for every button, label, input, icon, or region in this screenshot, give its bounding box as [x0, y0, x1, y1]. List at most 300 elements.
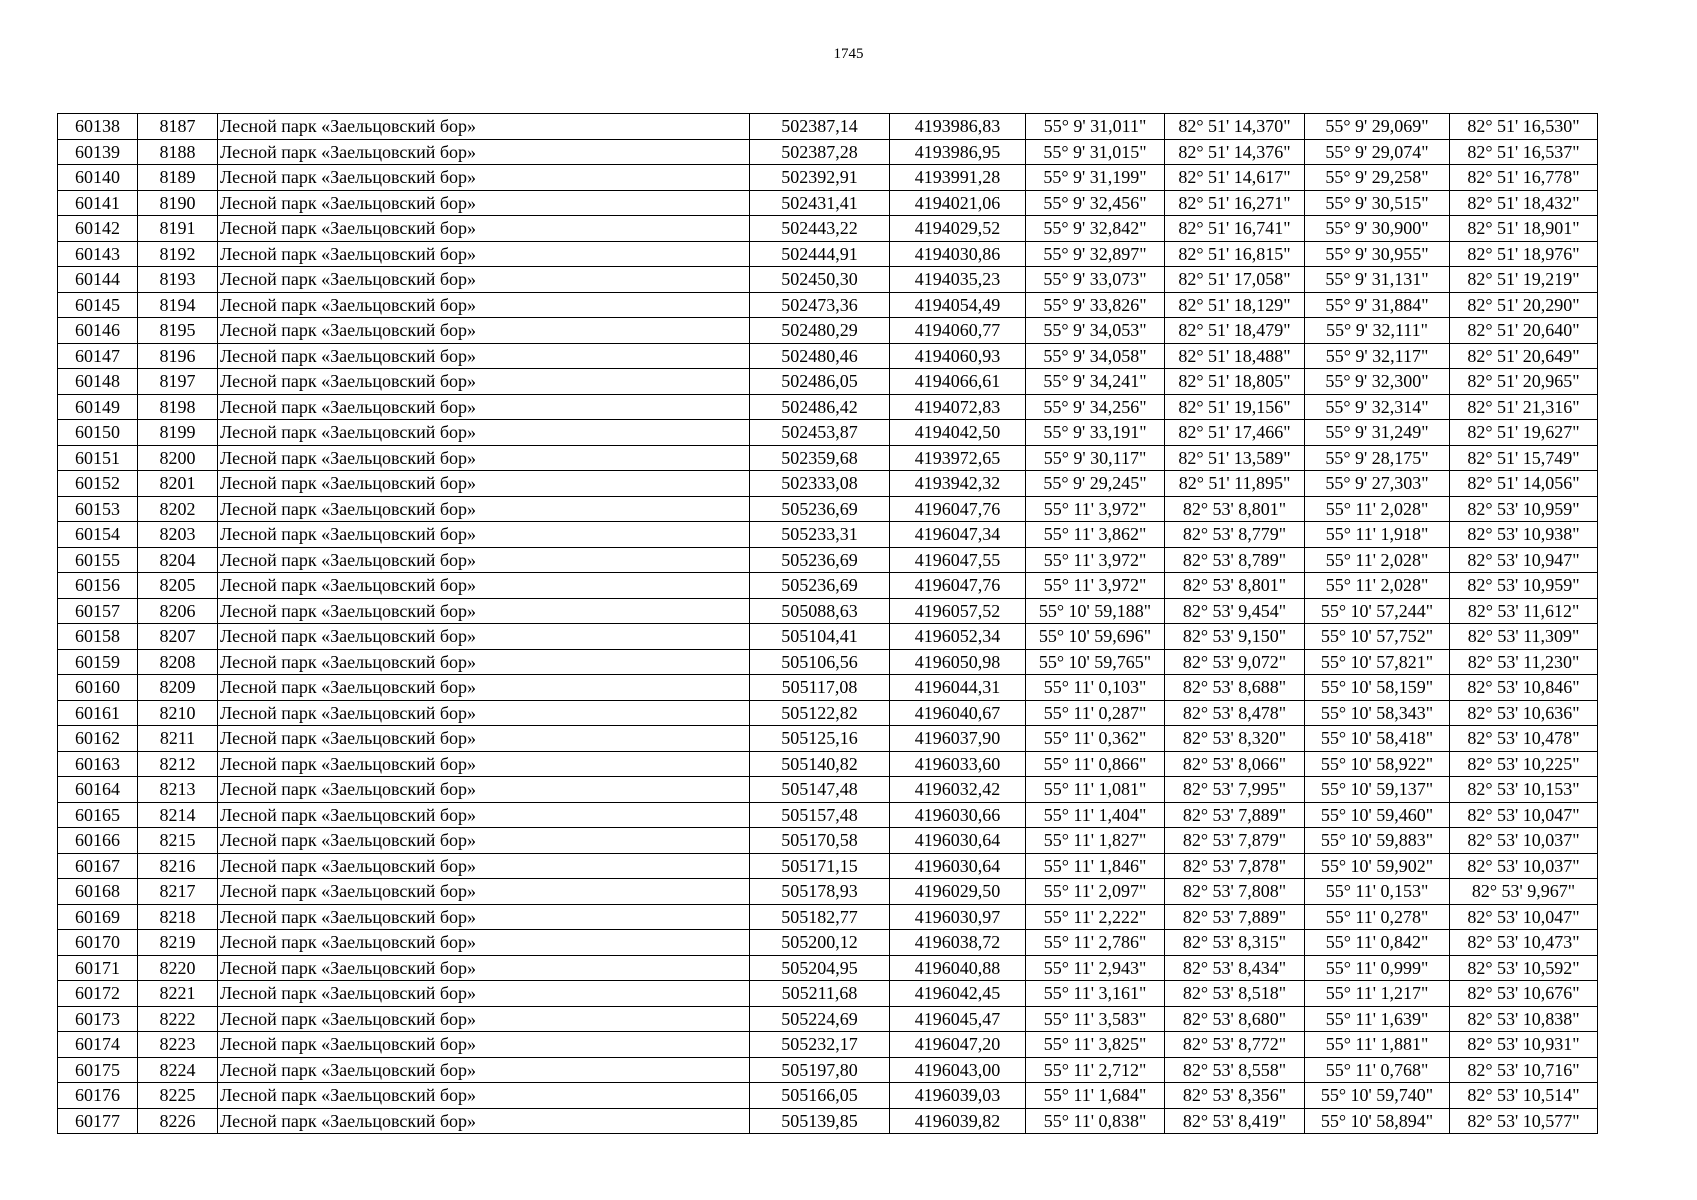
x-coord-cell: 502359,68	[750, 445, 890, 471]
lon-2-cell: 82° 53' 10,514"	[1450, 1083, 1598, 1109]
table-row	[58, 1083, 1598, 1109]
name-cell: Лесной парк «Заельцовский бор»	[218, 318, 750, 344]
row-number-cell: 60151	[58, 445, 138, 471]
name-cell: Лесной парк «Заельцовский бор»	[218, 471, 750, 497]
point-number-cell: 8193	[138, 267, 218, 293]
lon-1-cell: 82° 53' 7,889"	[1165, 904, 1305, 930]
lon-1-cell: 82° 51' 16,271"	[1165, 190, 1305, 216]
x-coord-cell: 505088,63	[750, 598, 890, 624]
lon-1-cell: 82° 51' 11,895"	[1165, 471, 1305, 497]
lat-1-cell: 55° 11' 1,081"	[1026, 777, 1165, 803]
row-number-cell: 60175	[58, 1057, 138, 1083]
lat-2-cell: 55° 11' 2,028"	[1305, 496, 1450, 522]
lon-2-cell: 82° 53' 10,931"	[1450, 1032, 1598, 1058]
point-number-cell: 8216	[138, 853, 218, 879]
lat-1-cell: 55° 9' 32,897"	[1026, 241, 1165, 267]
name-cell: Лесной парк «Заельцовский бор»	[218, 420, 750, 446]
x-coord-cell: 505157,48	[750, 802, 890, 828]
lon-1-cell: 82° 53' 7,808"	[1165, 879, 1305, 905]
lat-1-cell: 55° 11' 3,161"	[1026, 981, 1165, 1007]
lat-1-cell: 55° 11' 3,862"	[1026, 522, 1165, 548]
point-number-cell: 8218	[138, 904, 218, 930]
lon-1-cell: 82° 53' 8,680"	[1165, 1006, 1305, 1032]
row-number-cell: 60146	[58, 318, 138, 344]
point-number-cell: 8210	[138, 700, 218, 726]
name-cell: Лесной парк «Заельцовский бор»	[218, 292, 750, 318]
name-cell: Лесной парк «Заельцовский бор»	[218, 547, 750, 573]
name-cell: Лесной парк «Заельцовский бор»	[218, 879, 750, 905]
lat-2-cell: 55° 10' 57,752"	[1305, 624, 1450, 650]
y-coord-cell: 4196047,55	[890, 547, 1026, 573]
name-cell: Лесной парк «Заельцовский бор»	[218, 114, 750, 140]
row-number-cell: 60171	[58, 955, 138, 981]
row-number-cell: 60176	[58, 1083, 138, 1109]
lat-1-cell: 55° 11' 2,222"	[1026, 904, 1165, 930]
table-row	[58, 777, 1598, 803]
name-cell: Лесной парк «Заельцовский бор»	[218, 1083, 750, 1109]
x-coord-cell: 505139,85	[750, 1108, 890, 1134]
y-coord-cell: 4193991,28	[890, 165, 1026, 191]
lon-1-cell: 82° 53' 8,066"	[1165, 751, 1305, 777]
lat-1-cell: 55° 11' 2,097"	[1026, 879, 1165, 905]
lon-2-cell: 82° 51' 18,901"	[1450, 216, 1598, 242]
lon-1-cell: 82° 53' 9,072"	[1165, 649, 1305, 675]
y-coord-cell: 4196030,64	[890, 853, 1026, 879]
point-number-cell: 8224	[138, 1057, 218, 1083]
lat-1-cell: 55° 9' 34,256"	[1026, 394, 1165, 420]
lon-2-cell: 82° 51' 19,219"	[1450, 267, 1598, 293]
lon-2-cell: 82° 53' 10,473"	[1450, 930, 1598, 956]
lat-2-cell: 55° 11' 1,217"	[1305, 981, 1450, 1007]
x-coord-cell: 505171,15	[750, 853, 890, 879]
lon-1-cell: 82° 51' 18,488"	[1165, 343, 1305, 369]
table-row	[58, 649, 1598, 675]
table-row	[58, 879, 1598, 905]
lon-2-cell: 82° 53' 11,612"	[1450, 598, 1598, 624]
row-number-cell: 60165	[58, 802, 138, 828]
y-coord-cell: 4196047,34	[890, 522, 1026, 548]
lon-1-cell: 82° 53' 8,801"	[1165, 496, 1305, 522]
y-coord-cell: 4194035,23	[890, 267, 1026, 293]
y-coord-cell: 4194030,86	[890, 241, 1026, 267]
point-number-cell: 8212	[138, 751, 218, 777]
point-number-cell: 8191	[138, 216, 218, 242]
y-coord-cell: 4193942,32	[890, 471, 1026, 497]
table-row	[58, 930, 1598, 956]
point-number-cell: 8223	[138, 1032, 218, 1058]
table-row	[58, 1057, 1598, 1083]
y-coord-cell: 4196043,00	[890, 1057, 1026, 1083]
x-coord-cell: 502486,05	[750, 369, 890, 395]
lon-1-cell: 82° 51' 14,370"	[1165, 114, 1305, 140]
lat-1-cell: 55° 11' 2,943"	[1026, 955, 1165, 981]
lat-2-cell: 55° 10' 59,460"	[1305, 802, 1450, 828]
y-coord-cell: 4194060,77	[890, 318, 1026, 344]
y-coord-cell: 4194054,49	[890, 292, 1026, 318]
lat-1-cell: 55° 11' 3,972"	[1026, 547, 1165, 573]
coordinates-table	[57, 113, 1598, 1134]
y-coord-cell: 4196047,20	[890, 1032, 1026, 1058]
lon-1-cell: 82° 53' 7,879"	[1165, 828, 1305, 854]
lat-1-cell: 55° 11' 3,972"	[1026, 573, 1165, 599]
lat-1-cell: 55° 10' 59,765"	[1026, 649, 1165, 675]
lat-1-cell: 55° 11' 1,827"	[1026, 828, 1165, 854]
table-row	[58, 318, 1598, 344]
y-coord-cell: 4196040,67	[890, 700, 1026, 726]
lat-1-cell: 55° 9' 29,245"	[1026, 471, 1165, 497]
lat-1-cell: 55° 9' 34,053"	[1026, 318, 1165, 344]
row-number-cell: 60160	[58, 675, 138, 701]
y-coord-cell: 4196047,76	[890, 496, 1026, 522]
y-coord-cell: 4196039,03	[890, 1083, 1026, 1109]
lat-2-cell: 55° 10' 58,894"	[1305, 1108, 1450, 1134]
table-row	[58, 573, 1598, 599]
x-coord-cell: 502480,46	[750, 343, 890, 369]
name-cell: Лесной парк «Заельцовский бор»	[218, 216, 750, 242]
page-number: 1745	[833, 46, 864, 62]
point-number-cell: 8189	[138, 165, 218, 191]
table-row	[58, 394, 1598, 420]
lon-2-cell: 82° 53' 10,047"	[1450, 904, 1598, 930]
lat-1-cell: 55° 9' 31,011"	[1026, 114, 1165, 140]
table-row	[58, 165, 1598, 191]
lat-1-cell: 55° 11' 1,846"	[1026, 853, 1165, 879]
x-coord-cell: 505117,08	[750, 675, 890, 701]
lon-2-cell: 82° 53' 10,959"	[1450, 573, 1598, 599]
point-number-cell: 8192	[138, 241, 218, 267]
table-row	[58, 675, 1598, 701]
lon-2-cell: 82° 53' 10,153"	[1450, 777, 1598, 803]
y-coord-cell: 4196050,98	[890, 649, 1026, 675]
y-coord-cell: 4194066,61	[890, 369, 1026, 395]
lon-2-cell: 82° 53' 10,037"	[1450, 828, 1598, 854]
lat-2-cell: 55° 11' 1,918"	[1305, 522, 1450, 548]
x-coord-cell: 505236,69	[750, 496, 890, 522]
lon-1-cell: 82° 53' 9,454"	[1165, 598, 1305, 624]
name-cell: Лесной парк «Заельцовский бор»	[218, 343, 750, 369]
x-coord-cell: 505147,48	[750, 777, 890, 803]
point-number-cell: 8196	[138, 343, 218, 369]
row-number-cell: 60141	[58, 190, 138, 216]
row-number-cell: 60169	[58, 904, 138, 930]
lat-2-cell: 55° 10' 58,922"	[1305, 751, 1450, 777]
lon-2-cell: 82° 51' 21,316"	[1450, 394, 1598, 420]
lon-1-cell: 82° 51' 14,376"	[1165, 139, 1305, 165]
lon-1-cell: 82° 51' 18,479"	[1165, 318, 1305, 344]
lon-2-cell: 82° 51' 20,290"	[1450, 292, 1598, 318]
row-number-cell: 60174	[58, 1032, 138, 1058]
y-coord-cell: 4194042,50	[890, 420, 1026, 446]
lon-1-cell: 82° 53' 7,878"	[1165, 853, 1305, 879]
x-coord-cell: 505170,58	[750, 828, 890, 854]
lon-1-cell: 82° 51' 18,129"	[1165, 292, 1305, 318]
x-coord-cell: 502480,29	[750, 318, 890, 344]
lat-2-cell: 55° 10' 59,902"	[1305, 853, 1450, 879]
x-coord-cell: 502333,08	[750, 471, 890, 497]
row-number-cell: 60153	[58, 496, 138, 522]
table-row	[58, 981, 1598, 1007]
row-number-cell: 60159	[58, 649, 138, 675]
lon-1-cell: 82° 51' 18,805"	[1165, 369, 1305, 395]
x-coord-cell: 505182,77	[750, 904, 890, 930]
table-row	[58, 904, 1598, 930]
lat-1-cell: 55° 11' 3,583"	[1026, 1006, 1165, 1032]
table-row	[58, 216, 1598, 242]
table-row	[58, 1006, 1598, 1032]
lon-2-cell: 82° 51' 14,056"	[1450, 471, 1598, 497]
name-cell: Лесной парк «Заельцовский бор»	[218, 496, 750, 522]
point-number-cell: 8220	[138, 955, 218, 981]
lat-1-cell: 55° 11' 0,866"	[1026, 751, 1165, 777]
table-row	[58, 420, 1598, 446]
name-cell: Лесной парк «Заельцовский бор»	[218, 675, 750, 701]
lat-2-cell: 55° 9' 32,117"	[1305, 343, 1450, 369]
y-coord-cell: 4196030,64	[890, 828, 1026, 854]
x-coord-cell: 505236,69	[750, 547, 890, 573]
y-coord-cell: 4196033,60	[890, 751, 1026, 777]
row-number-cell: 60140	[58, 165, 138, 191]
y-coord-cell: 4196057,52	[890, 598, 1026, 624]
lat-1-cell: 55° 9' 30,117"	[1026, 445, 1165, 471]
point-number-cell: 8200	[138, 445, 218, 471]
row-number-cell: 60164	[58, 777, 138, 803]
table-row	[58, 114, 1598, 140]
row-number-cell: 60147	[58, 343, 138, 369]
name-cell: Лесной парк «Заельцовский бор»	[218, 726, 750, 752]
x-coord-cell: 505232,17	[750, 1032, 890, 1058]
point-number-cell: 8217	[138, 879, 218, 905]
point-number-cell: 8208	[138, 649, 218, 675]
row-number-cell: 60161	[58, 700, 138, 726]
x-coord-cell: 502453,87	[750, 420, 890, 446]
y-coord-cell: 4193986,83	[890, 114, 1026, 140]
lon-1-cell: 82° 53' 8,801"	[1165, 573, 1305, 599]
lat-1-cell: 55° 9' 33,191"	[1026, 420, 1165, 446]
row-number-cell: 60143	[58, 241, 138, 267]
table-row	[58, 241, 1598, 267]
name-cell: Лесной парк «Заельцовский бор»	[218, 853, 750, 879]
point-number-cell: 8211	[138, 726, 218, 752]
lon-1-cell: 82° 53' 8,356"	[1165, 1083, 1305, 1109]
name-cell: Лесной парк «Заельцовский бор»	[218, 802, 750, 828]
x-coord-cell: 505140,82	[750, 751, 890, 777]
y-coord-cell: 4194021,06	[890, 190, 1026, 216]
name-cell: Лесной парк «Заельцовский бор»	[218, 624, 750, 650]
lat-2-cell: 55° 9' 28,175"	[1305, 445, 1450, 471]
lon-2-cell: 82° 51' 20,649"	[1450, 343, 1598, 369]
table-body	[58, 114, 1598, 1134]
lat-2-cell: 55° 9' 29,258"	[1305, 165, 1450, 191]
lon-2-cell: 82° 51' 19,627"	[1450, 420, 1598, 446]
name-cell: Лесной парк «Заельцовский бор»	[218, 1108, 750, 1134]
lon-1-cell: 82° 51' 17,466"	[1165, 420, 1305, 446]
lon-2-cell: 82° 53' 10,838"	[1450, 1006, 1598, 1032]
lon-2-cell: 82° 53' 10,592"	[1450, 955, 1598, 981]
row-number-cell: 60173	[58, 1006, 138, 1032]
lat-2-cell: 55° 11' 2,028"	[1305, 573, 1450, 599]
lon-2-cell: 82° 53' 10,037"	[1450, 853, 1598, 879]
lat-1-cell: 55° 9' 32,456"	[1026, 190, 1165, 216]
table-row	[58, 853, 1598, 879]
lat-2-cell: 55° 9' 30,515"	[1305, 190, 1450, 216]
lat-1-cell: 55° 11' 0,362"	[1026, 726, 1165, 752]
lat-1-cell: 55° 9' 32,842"	[1026, 216, 1165, 242]
x-coord-cell: 505197,80	[750, 1057, 890, 1083]
y-coord-cell: 4196047,76	[890, 573, 1026, 599]
row-number-cell: 60139	[58, 139, 138, 165]
point-number-cell: 8225	[138, 1083, 218, 1109]
lat-1-cell: 55° 9' 31,199"	[1026, 165, 1165, 191]
x-coord-cell: 502450,30	[750, 267, 890, 293]
lat-1-cell: 55° 10' 59,188"	[1026, 598, 1165, 624]
lon-1-cell: 82° 53' 7,889"	[1165, 802, 1305, 828]
lon-2-cell: 82° 51' 20,965"	[1450, 369, 1598, 395]
y-coord-cell: 4193972,65	[890, 445, 1026, 471]
point-number-cell: 8207	[138, 624, 218, 650]
lat-2-cell: 55° 10' 57,821"	[1305, 649, 1450, 675]
lon-1-cell: 82° 53' 8,419"	[1165, 1108, 1305, 1134]
y-coord-cell: 4196030,97	[890, 904, 1026, 930]
lon-1-cell: 82° 53' 8,320"	[1165, 726, 1305, 752]
table-row	[58, 700, 1598, 726]
row-number-cell: 60177	[58, 1108, 138, 1134]
table-row	[58, 1108, 1598, 1134]
y-coord-cell: 4196030,66	[890, 802, 1026, 828]
lat-2-cell: 55° 9' 30,900"	[1305, 216, 1450, 242]
lat-1-cell: 55° 11' 3,972"	[1026, 496, 1165, 522]
row-number-cell: 60148	[58, 369, 138, 395]
lon-1-cell: 82° 51' 13,589"	[1165, 445, 1305, 471]
table-row	[58, 802, 1598, 828]
lat-2-cell: 55° 10' 57,244"	[1305, 598, 1450, 624]
lon-1-cell: 82° 51' 14,617"	[1165, 165, 1305, 191]
lon-2-cell: 82° 53' 10,676"	[1450, 981, 1598, 1007]
table-row	[58, 267, 1598, 293]
name-cell: Лесной парк «Заельцовский бор»	[218, 598, 750, 624]
lat-2-cell: 55° 10' 59,883"	[1305, 828, 1450, 854]
lon-2-cell: 82° 53' 10,716"	[1450, 1057, 1598, 1083]
lon-1-cell: 82° 53' 8,478"	[1165, 700, 1305, 726]
lat-2-cell: 55° 11' 0,768"	[1305, 1057, 1450, 1083]
row-number-cell: 60144	[58, 267, 138, 293]
x-coord-cell: 505166,05	[750, 1083, 890, 1109]
name-cell: Лесной парк «Заельцовский бор»	[218, 981, 750, 1007]
point-number-cell: 8203	[138, 522, 218, 548]
point-number-cell: 8222	[138, 1006, 218, 1032]
lon-2-cell: 82° 51' 20,640"	[1450, 318, 1598, 344]
point-number-cell: 8215	[138, 828, 218, 854]
table-row	[58, 496, 1598, 522]
lon-1-cell: 82° 51' 16,741"	[1165, 216, 1305, 242]
name-cell: Лесной парк «Заельцовский бор»	[218, 751, 750, 777]
table-row	[58, 624, 1598, 650]
point-number-cell: 8197	[138, 369, 218, 395]
row-number-cell: 60163	[58, 751, 138, 777]
table-row	[58, 190, 1598, 216]
lon-1-cell: 82° 51' 19,156"	[1165, 394, 1305, 420]
lon-1-cell: 82° 53' 8,434"	[1165, 955, 1305, 981]
lat-2-cell: 55° 10' 58,418"	[1305, 726, 1450, 752]
lon-2-cell: 82° 53' 10,047"	[1450, 802, 1598, 828]
table-row	[58, 139, 1598, 165]
lon-2-cell: 82° 53' 10,846"	[1450, 675, 1598, 701]
name-cell: Лесной парк «Заельцовский бор»	[218, 700, 750, 726]
point-number-cell: 8194	[138, 292, 218, 318]
lat-1-cell: 55° 9' 33,826"	[1026, 292, 1165, 318]
name-cell: Лесной парк «Заельцовский бор»	[218, 369, 750, 395]
table-row	[58, 828, 1598, 854]
x-coord-cell: 502431,41	[750, 190, 890, 216]
y-coord-cell: 4196039,82	[890, 1108, 1026, 1134]
lat-2-cell: 55° 9' 29,074"	[1305, 139, 1450, 165]
lon-1-cell: 82° 53' 8,688"	[1165, 675, 1305, 701]
lat-1-cell: 55° 11' 1,404"	[1026, 802, 1165, 828]
row-number-cell: 60155	[58, 547, 138, 573]
lat-1-cell: 55° 11' 0,103"	[1026, 675, 1165, 701]
point-number-cell: 8201	[138, 471, 218, 497]
lat-2-cell: 55° 10' 58,343"	[1305, 700, 1450, 726]
x-coord-cell: 505233,31	[750, 522, 890, 548]
row-number-cell: 60138	[58, 114, 138, 140]
x-coord-cell: 505125,16	[750, 726, 890, 752]
point-number-cell: 8209	[138, 675, 218, 701]
row-number-cell: 60168	[58, 879, 138, 905]
x-coord-cell: 505204,95	[750, 955, 890, 981]
lon-2-cell: 82° 53' 11,309"	[1450, 624, 1598, 650]
table-row	[58, 547, 1598, 573]
name-cell: Лесной парк «Заельцовский бор»	[218, 522, 750, 548]
x-coord-cell: 502387,28	[750, 139, 890, 165]
lat-1-cell: 55° 10' 59,696"	[1026, 624, 1165, 650]
point-number-cell: 8188	[138, 139, 218, 165]
row-number-cell: 60167	[58, 853, 138, 879]
name-cell: Лесной парк «Заельцовский бор»	[218, 445, 750, 471]
lat-2-cell: 55° 9' 30,955"	[1305, 241, 1450, 267]
y-coord-cell: 4196029,50	[890, 879, 1026, 905]
y-coord-cell: 4194060,93	[890, 343, 1026, 369]
lat-2-cell: 55° 9' 32,300"	[1305, 369, 1450, 395]
table-row	[58, 292, 1598, 318]
lat-1-cell: 55° 11' 2,786"	[1026, 930, 1165, 956]
lon-1-cell: 82° 53' 8,315"	[1165, 930, 1305, 956]
lon-2-cell: 82° 51' 16,537"	[1450, 139, 1598, 165]
point-number-cell: 8190	[138, 190, 218, 216]
lon-1-cell: 82° 53' 7,995"	[1165, 777, 1305, 803]
lat-2-cell: 55° 11' 1,639"	[1305, 1006, 1450, 1032]
x-coord-cell: 502387,14	[750, 114, 890, 140]
lat-1-cell: 55° 11' 0,287"	[1026, 700, 1165, 726]
name-cell: Лесной парк «Заельцовский бор»	[218, 777, 750, 803]
table-row	[58, 445, 1598, 471]
lon-1-cell: 82° 53' 8,779"	[1165, 522, 1305, 548]
lat-2-cell: 55° 11' 0,842"	[1305, 930, 1450, 956]
point-number-cell: 8221	[138, 981, 218, 1007]
name-cell: Лесной парк «Заельцовский бор»	[218, 955, 750, 981]
lon-2-cell: 82° 51' 15,749"	[1450, 445, 1598, 471]
row-number-cell: 60156	[58, 573, 138, 599]
lat-2-cell: 55° 9' 27,303"	[1305, 471, 1450, 497]
lon-2-cell: 82° 53' 10,577"	[1450, 1108, 1598, 1134]
table-row	[58, 598, 1598, 624]
name-cell: Лесной парк «Заельцовский бор»	[218, 828, 750, 854]
lat-2-cell: 55° 10' 59,740"	[1305, 1083, 1450, 1109]
y-coord-cell: 4196042,45	[890, 981, 1026, 1007]
y-coord-cell: 4194029,52	[890, 216, 1026, 242]
lon-2-cell: 82° 53' 11,230"	[1450, 649, 1598, 675]
row-number-cell: 60158	[58, 624, 138, 650]
table-row	[58, 522, 1598, 548]
lon-2-cell: 82° 53' 9,967"	[1450, 879, 1598, 905]
